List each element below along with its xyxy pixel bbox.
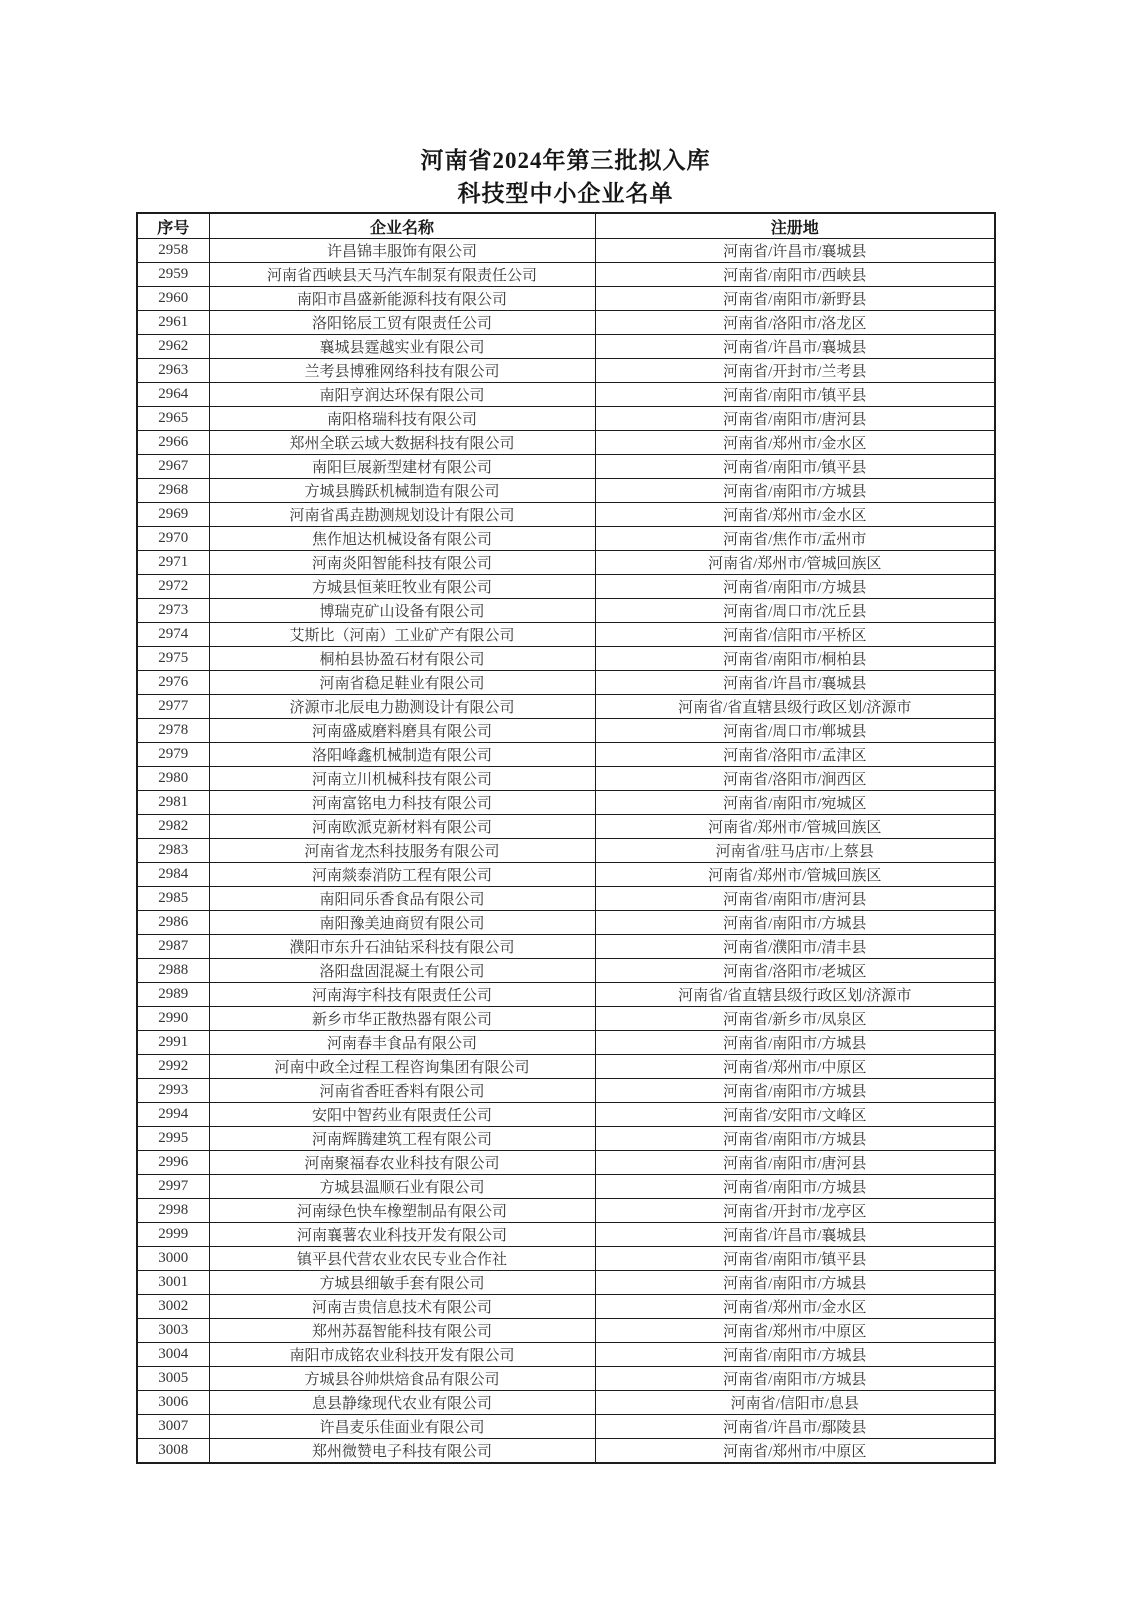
row-registration-place: 河南省/南阳市/西峡县 <box>595 263 995 287</box>
row-company-name: 南阳市昌盛新能源科技有限公司 <box>209 287 595 311</box>
row-registration-place: 河南省/洛阳市/老城区 <box>595 959 995 983</box>
row-registration-place: 河南省/驻马店市/上蔡县 <box>595 839 995 863</box>
row-registration-place: 河南省/南阳市/方城县 <box>595 1127 995 1151</box>
row-registration-place: 河南省/郑州市/金水区 <box>595 431 995 455</box>
row-serial-number: 2999 <box>137 1223 209 1247</box>
row-serial-number: 2996 <box>137 1151 209 1175</box>
row-serial-number: 2992 <box>137 1055 209 1079</box>
table-row <box>137 863 995 887</box>
row-registration-place: 河南省/郑州市/金水区 <box>595 503 995 527</box>
row-serial-number: 3002 <box>137 1295 209 1319</box>
header-company-name: 企业名称 <box>209 213 595 239</box>
row-registration-place: 河南省/南阳市/镇平县 <box>595 383 995 407</box>
row-serial-number: 2983 <box>137 839 209 863</box>
table-row <box>137 575 995 599</box>
row-company-name: 河南省西峡县天马汽车制泵有限责任公司 <box>209 263 595 287</box>
row-company-name: 河南燚泰消防工程有限公司 <box>209 863 595 887</box>
row-serial-number: 2965 <box>137 407 209 431</box>
title-line-2: 科技型中小企业名单 <box>457 181 674 206</box>
row-company-name: 河南富铭电力科技有限公司 <box>209 791 595 815</box>
row-registration-place: 河南省/郑州市/金水区 <box>595 1295 995 1319</box>
table-body <box>137 239 995 1464</box>
table-row <box>137 383 995 407</box>
row-serial-number: 2997 <box>137 1175 209 1199</box>
row-serial-number: 2998 <box>137 1199 209 1223</box>
row-serial-number: 2971 <box>137 551 209 575</box>
row-serial-number: 2982 <box>137 815 209 839</box>
table-row <box>137 503 995 527</box>
row-company-name: 河南辉腾建筑工程有限公司 <box>209 1127 595 1151</box>
row-serial-number: 2994 <box>137 1103 209 1127</box>
row-company-name: 河南立川机械科技有限公司 <box>209 767 595 791</box>
row-registration-place: 河南省/开封市/兰考县 <box>595 359 995 383</box>
row-company-name: 洛阳盘固混凝土有限公司 <box>209 959 595 983</box>
row-company-name: 河南省龙杰科技服务有限公司 <box>209 839 595 863</box>
row-registration-place: 河南省/南阳市/宛城区 <box>595 791 995 815</box>
row-serial-number: 2966 <box>137 431 209 455</box>
table-row <box>137 455 995 479</box>
table-row <box>137 1199 995 1223</box>
row-registration-place: 河南省/南阳市/方城县 <box>595 911 995 935</box>
table-row <box>137 431 995 455</box>
row-company-name: 艾斯比（河南）工业矿产有限公司 <box>209 623 595 647</box>
table-row <box>137 287 995 311</box>
row-registration-place: 河南省/南阳市/唐河县 <box>595 887 995 911</box>
table-row <box>137 815 995 839</box>
row-company-name: 桐柏县协盈石材有限公司 <box>209 647 595 671</box>
row-serial-number: 2977 <box>137 695 209 719</box>
row-serial-number: 2968 <box>137 479 209 503</box>
row-company-name: 济源市北辰电力勘测设计有限公司 <box>209 695 595 719</box>
row-registration-place: 河南省/濮阳市/清丰县 <box>595 935 995 959</box>
row-serial-number: 2972 <box>137 575 209 599</box>
table-row <box>137 1007 995 1031</box>
row-serial-number: 2974 <box>137 623 209 647</box>
row-registration-place: 河南省/南阳市/方城县 <box>595 1031 995 1055</box>
row-company-name: 襄城县霆越实业有限公司 <box>209 335 595 359</box>
row-registration-place: 河南省/信阳市/息县 <box>595 1391 995 1415</box>
table-row <box>137 1367 995 1391</box>
table-row <box>137 671 995 695</box>
row-registration-place: 河南省/洛阳市/洛龙区 <box>595 311 995 335</box>
row-company-name: 新乡市华正散热器有限公司 <box>209 1007 595 1031</box>
row-company-name: 河南春丰食品有限公司 <box>209 1031 595 1055</box>
row-serial-number: 2958 <box>137 239 209 263</box>
row-company-name: 河南欧派克新材料有限公司 <box>209 815 595 839</box>
row-registration-place: 河南省/许昌市/襄城县 <box>595 1223 995 1247</box>
row-serial-number: 3008 <box>137 1439 209 1464</box>
row-company-name: 安阳中智药业有限责任公司 <box>209 1103 595 1127</box>
row-registration-place: 河南省/南阳市/方城县 <box>595 1271 995 1295</box>
company-table <box>136 212 996 1464</box>
table-row <box>137 1415 995 1439</box>
row-serial-number: 3000 <box>137 1247 209 1271</box>
table-row <box>137 1079 995 1103</box>
table-row <box>137 1439 995 1464</box>
table-row <box>137 791 995 815</box>
row-registration-place: 河南省/郑州市/管城回族区 <box>595 815 995 839</box>
row-serial-number: 2963 <box>137 359 209 383</box>
row-company-name: 郑州微赞电子科技有限公司 <box>209 1439 595 1464</box>
table-header-row <box>137 213 995 239</box>
header-registration-place: 注册地 <box>595 213 995 239</box>
row-serial-number: 2961 <box>137 311 209 335</box>
row-company-name: 河南省禹垚勘测规划设计有限公司 <box>209 503 595 527</box>
row-serial-number: 3003 <box>137 1319 209 1343</box>
table-row <box>137 479 995 503</box>
row-company-name: 许昌麦乐佳面业有限公司 <box>209 1415 595 1439</box>
table-row <box>137 1343 995 1367</box>
row-company-name: 河南绿色快车橡塑制品有限公司 <box>209 1199 595 1223</box>
row-serial-number: 2976 <box>137 671 209 695</box>
row-company-name: 濮阳市东升石油钻采科技有限公司 <box>209 935 595 959</box>
table-row <box>137 1247 995 1271</box>
row-company-name: 博瑞克矿山设备有限公司 <box>209 599 595 623</box>
table-row <box>137 1223 995 1247</box>
row-registration-place: 河南省/郑州市/管城回族区 <box>595 551 995 575</box>
row-company-name: 南阳市成铭农业科技开发有限公司 <box>209 1343 595 1367</box>
row-serial-number: 3006 <box>137 1391 209 1415</box>
row-company-name: 河南盛威磨料磨具有限公司 <box>209 719 595 743</box>
row-serial-number: 2969 <box>137 503 209 527</box>
table-row <box>137 911 995 935</box>
table-row <box>137 599 995 623</box>
row-registration-place: 河南省/郑州市/中原区 <box>595 1439 995 1464</box>
row-registration-place: 河南省/南阳市/桐柏县 <box>595 647 995 671</box>
row-company-name: 郑州苏磊智能科技有限公司 <box>209 1319 595 1343</box>
table-row <box>137 935 995 959</box>
row-serial-number: 2967 <box>137 455 209 479</box>
row-registration-place: 河南省/省直辖县级行政区划/济源市 <box>595 695 995 719</box>
row-company-name: 方城县温顺石业有限公司 <box>209 1175 595 1199</box>
row-registration-place: 河南省/南阳市/方城县 <box>595 479 995 503</box>
row-serial-number: 2962 <box>137 335 209 359</box>
table-row <box>137 1031 995 1055</box>
table-row <box>137 719 995 743</box>
row-registration-place: 河南省/郑州市/管城回族区 <box>595 863 995 887</box>
row-registration-place: 河南省/焦作市/孟州市 <box>595 527 995 551</box>
row-company-name: 焦作旭达机械设备有限公司 <box>209 527 595 551</box>
row-registration-place: 河南省/洛阳市/孟津区 <box>595 743 995 767</box>
table-row <box>137 647 995 671</box>
row-registration-place: 河南省/许昌市/襄城县 <box>595 239 995 263</box>
row-registration-place: 河南省/南阳市/镇平县 <box>595 455 995 479</box>
document-title <box>0 144 1131 210</box>
row-serial-number: 2964 <box>137 383 209 407</box>
row-serial-number: 2987 <box>137 935 209 959</box>
table-row <box>137 407 995 431</box>
row-serial-number: 2979 <box>137 743 209 767</box>
row-registration-place: 河南省/南阳市/方城县 <box>595 1079 995 1103</box>
row-serial-number: 2995 <box>137 1127 209 1151</box>
row-company-name: 方城县恒莱旺牧业有限公司 <box>209 575 595 599</box>
row-company-name: 河南聚福春农业科技有限公司 <box>209 1151 595 1175</box>
row-registration-place: 河南省/南阳市/方城县 <box>595 1343 995 1367</box>
table-row <box>137 1295 995 1319</box>
row-company-name: 南阳巨展新型建材有限公司 <box>209 455 595 479</box>
row-serial-number: 2978 <box>137 719 209 743</box>
row-company-name: 河南襄薯农业科技开发有限公司 <box>209 1223 595 1247</box>
row-company-name: 许昌锦丰服饰有限公司 <box>209 239 595 263</box>
table-row <box>137 959 995 983</box>
table-row <box>137 695 995 719</box>
row-company-name: 方城县谷帅烘焙食品有限公司 <box>209 1367 595 1391</box>
row-company-name: 南阳亨润达环保有限公司 <box>209 383 595 407</box>
row-registration-place: 河南省/安阳市/文峰区 <box>595 1103 995 1127</box>
row-serial-number: 2990 <box>137 1007 209 1031</box>
table-row <box>137 1055 995 1079</box>
row-registration-place: 河南省/南阳市/方城县 <box>595 575 995 599</box>
table-row <box>137 263 995 287</box>
row-registration-place: 河南省/许昌市/襄城县 <box>595 671 995 695</box>
table-row <box>137 1319 995 1343</box>
table-row <box>137 239 995 263</box>
row-serial-number: 2959 <box>137 263 209 287</box>
table-row <box>137 551 995 575</box>
row-serial-number: 3005 <box>137 1367 209 1391</box>
row-company-name: 郑州全联云域大数据科技有限公司 <box>209 431 595 455</box>
row-serial-number: 2973 <box>137 599 209 623</box>
row-registration-place: 河南省/郑州市/中原区 <box>595 1319 995 1343</box>
table-row <box>137 1271 995 1295</box>
row-serial-number: 2989 <box>137 983 209 1007</box>
table-row <box>137 1151 995 1175</box>
row-registration-place: 河南省/南阳市/唐河县 <box>595 1151 995 1175</box>
row-serial-number: 2981 <box>137 791 209 815</box>
table-row <box>137 311 995 335</box>
row-registration-place: 河南省/南阳市/唐河县 <box>595 407 995 431</box>
row-company-name: 南阳格瑞科技有限公司 <box>209 407 595 431</box>
table-row <box>137 839 995 863</box>
row-company-name: 河南海宇科技有限责任公司 <box>209 983 595 1007</box>
row-registration-place: 河南省/开封市/龙亭区 <box>595 1199 995 1223</box>
row-company-name: 方城县腾跃机械制造有限公司 <box>209 479 595 503</box>
table-row <box>137 1175 995 1199</box>
table-row <box>137 1103 995 1127</box>
row-company-name: 南阳豫美迪商贸有限公司 <box>209 911 595 935</box>
row-company-name: 河南省香旺香料有限公司 <box>209 1079 595 1103</box>
row-serial-number: 2984 <box>137 863 209 887</box>
row-serial-number: 2970 <box>137 527 209 551</box>
title-line-1: 河南省2024年第三批拟入库 <box>420 148 711 173</box>
table-row <box>137 983 995 1007</box>
table-row <box>137 359 995 383</box>
row-serial-number: 2986 <box>137 911 209 935</box>
row-company-name: 息县静缘现代农业有限公司 <box>209 1391 595 1415</box>
row-company-name: 河南中政全过程工程咨询集团有限公司 <box>209 1055 595 1079</box>
row-registration-place: 河南省/南阳市/方城县 <box>595 1175 995 1199</box>
row-registration-place: 河南省/许昌市/鄢陵县 <box>595 1415 995 1439</box>
table-row <box>137 1127 995 1151</box>
row-company-name: 河南炎阳智能科技有限公司 <box>209 551 595 575</box>
row-registration-place: 河南省/新乡市/凤泉区 <box>595 1007 995 1031</box>
row-registration-place: 河南省/周口市/郸城县 <box>595 719 995 743</box>
table-row <box>137 887 995 911</box>
row-company-name: 洛阳铭辰工贸有限责任公司 <box>209 311 595 335</box>
row-company-name: 河南省稳足鞋业有限公司 <box>209 671 595 695</box>
row-company-name: 南阳同乐香食品有限公司 <box>209 887 595 911</box>
row-registration-place: 河南省/信阳市/平桥区 <box>595 623 995 647</box>
row-company-name: 河南吉贵信息技术有限公司 <box>209 1295 595 1319</box>
row-registration-place: 河南省/省直辖县级行政区划/济源市 <box>595 983 995 1007</box>
row-serial-number: 3001 <box>137 1271 209 1295</box>
table-row <box>137 743 995 767</box>
table-row <box>137 767 995 791</box>
row-serial-number: 2975 <box>137 647 209 671</box>
row-company-name: 兰考县博雅网络科技有限公司 <box>209 359 595 383</box>
table-row <box>137 335 995 359</box>
row-serial-number: 2960 <box>137 287 209 311</box>
row-registration-place: 河南省/郑州市/中原区 <box>595 1055 995 1079</box>
row-registration-place: 河南省/南阳市/镇平县 <box>595 1247 995 1271</box>
row-registration-place: 河南省/许昌市/襄城县 <box>595 335 995 359</box>
row-serial-number: 3007 <box>137 1415 209 1439</box>
table-row <box>137 1391 995 1415</box>
table-row <box>137 527 995 551</box>
header-serial-number: 序号 <box>137 213 209 239</box>
row-company-name: 镇平县代营农业农民专业合作社 <box>209 1247 595 1271</box>
row-serial-number: 2988 <box>137 959 209 983</box>
row-company-name: 方城县细敏手套有限公司 <box>209 1271 595 1295</box>
row-registration-place: 河南省/南阳市/新野县 <box>595 287 995 311</box>
row-serial-number: 3004 <box>137 1343 209 1367</box>
row-registration-place: 河南省/南阳市/方城县 <box>595 1367 995 1391</box>
row-serial-number: 2991 <box>137 1031 209 1055</box>
row-company-name: 洛阳峰鑫机械制造有限公司 <box>209 743 595 767</box>
table-row <box>137 623 995 647</box>
row-serial-number: 2993 <box>137 1079 209 1103</box>
row-registration-place: 河南省/洛阳市/涧西区 <box>595 767 995 791</box>
row-registration-place: 河南省/周口市/沈丘县 <box>595 599 995 623</box>
row-serial-number: 2985 <box>137 887 209 911</box>
row-serial-number: 2980 <box>137 767 209 791</box>
